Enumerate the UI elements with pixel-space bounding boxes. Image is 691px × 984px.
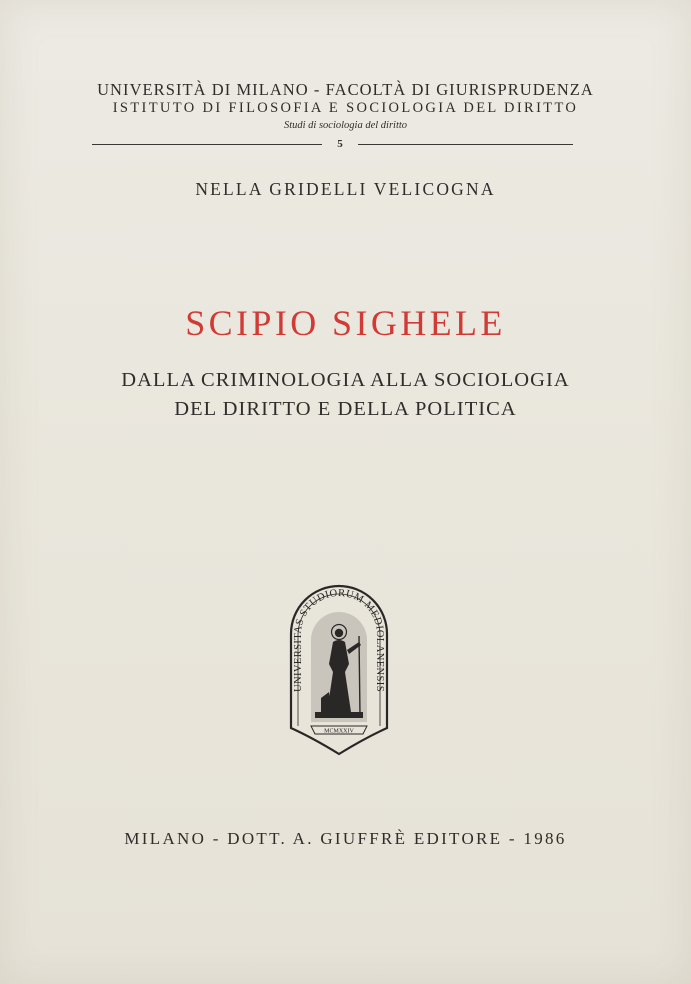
- book-title: SCIPIO SIGHELE: [185, 303, 506, 343]
- publisher-line: MILANO - DOTT. A. GIUFFRÈ EDITORE - 1986: [124, 829, 567, 848]
- university-seal: [285, 580, 393, 756]
- university-heading: UNIVERSITÀ DI MILANO - FACOLTÀ DI GIURISPRUDENZA: [97, 80, 594, 99]
- series-name: Studi di sociologia del diritto: [283, 120, 408, 131]
- seal-date: MCMXXIV: [324, 728, 354, 735]
- series-number: 5: [337, 138, 343, 150]
- series-rule-right: [358, 144, 573, 145]
- institute-heading: ISTITUTO DI FILOSOFIA E SOCIOLOGIA DEL DIRITTO: [112, 100, 579, 116]
- subtitle-line-1: DALLA CRIMINOLOGIA ALLA SOCIOLOGIA: [121, 369, 570, 391]
- seal-inscription: UNIVERSITAS STUDIORUM MEDIOLANENSIS: [292, 587, 386, 692]
- author-name: NELLA GRIDELLI VELICOGNA: [195, 179, 496, 199]
- subtitle-line-2: DEL DIRITTO E DELLA POLITICA: [174, 398, 517, 420]
- series-rule-left: [92, 144, 322, 145]
